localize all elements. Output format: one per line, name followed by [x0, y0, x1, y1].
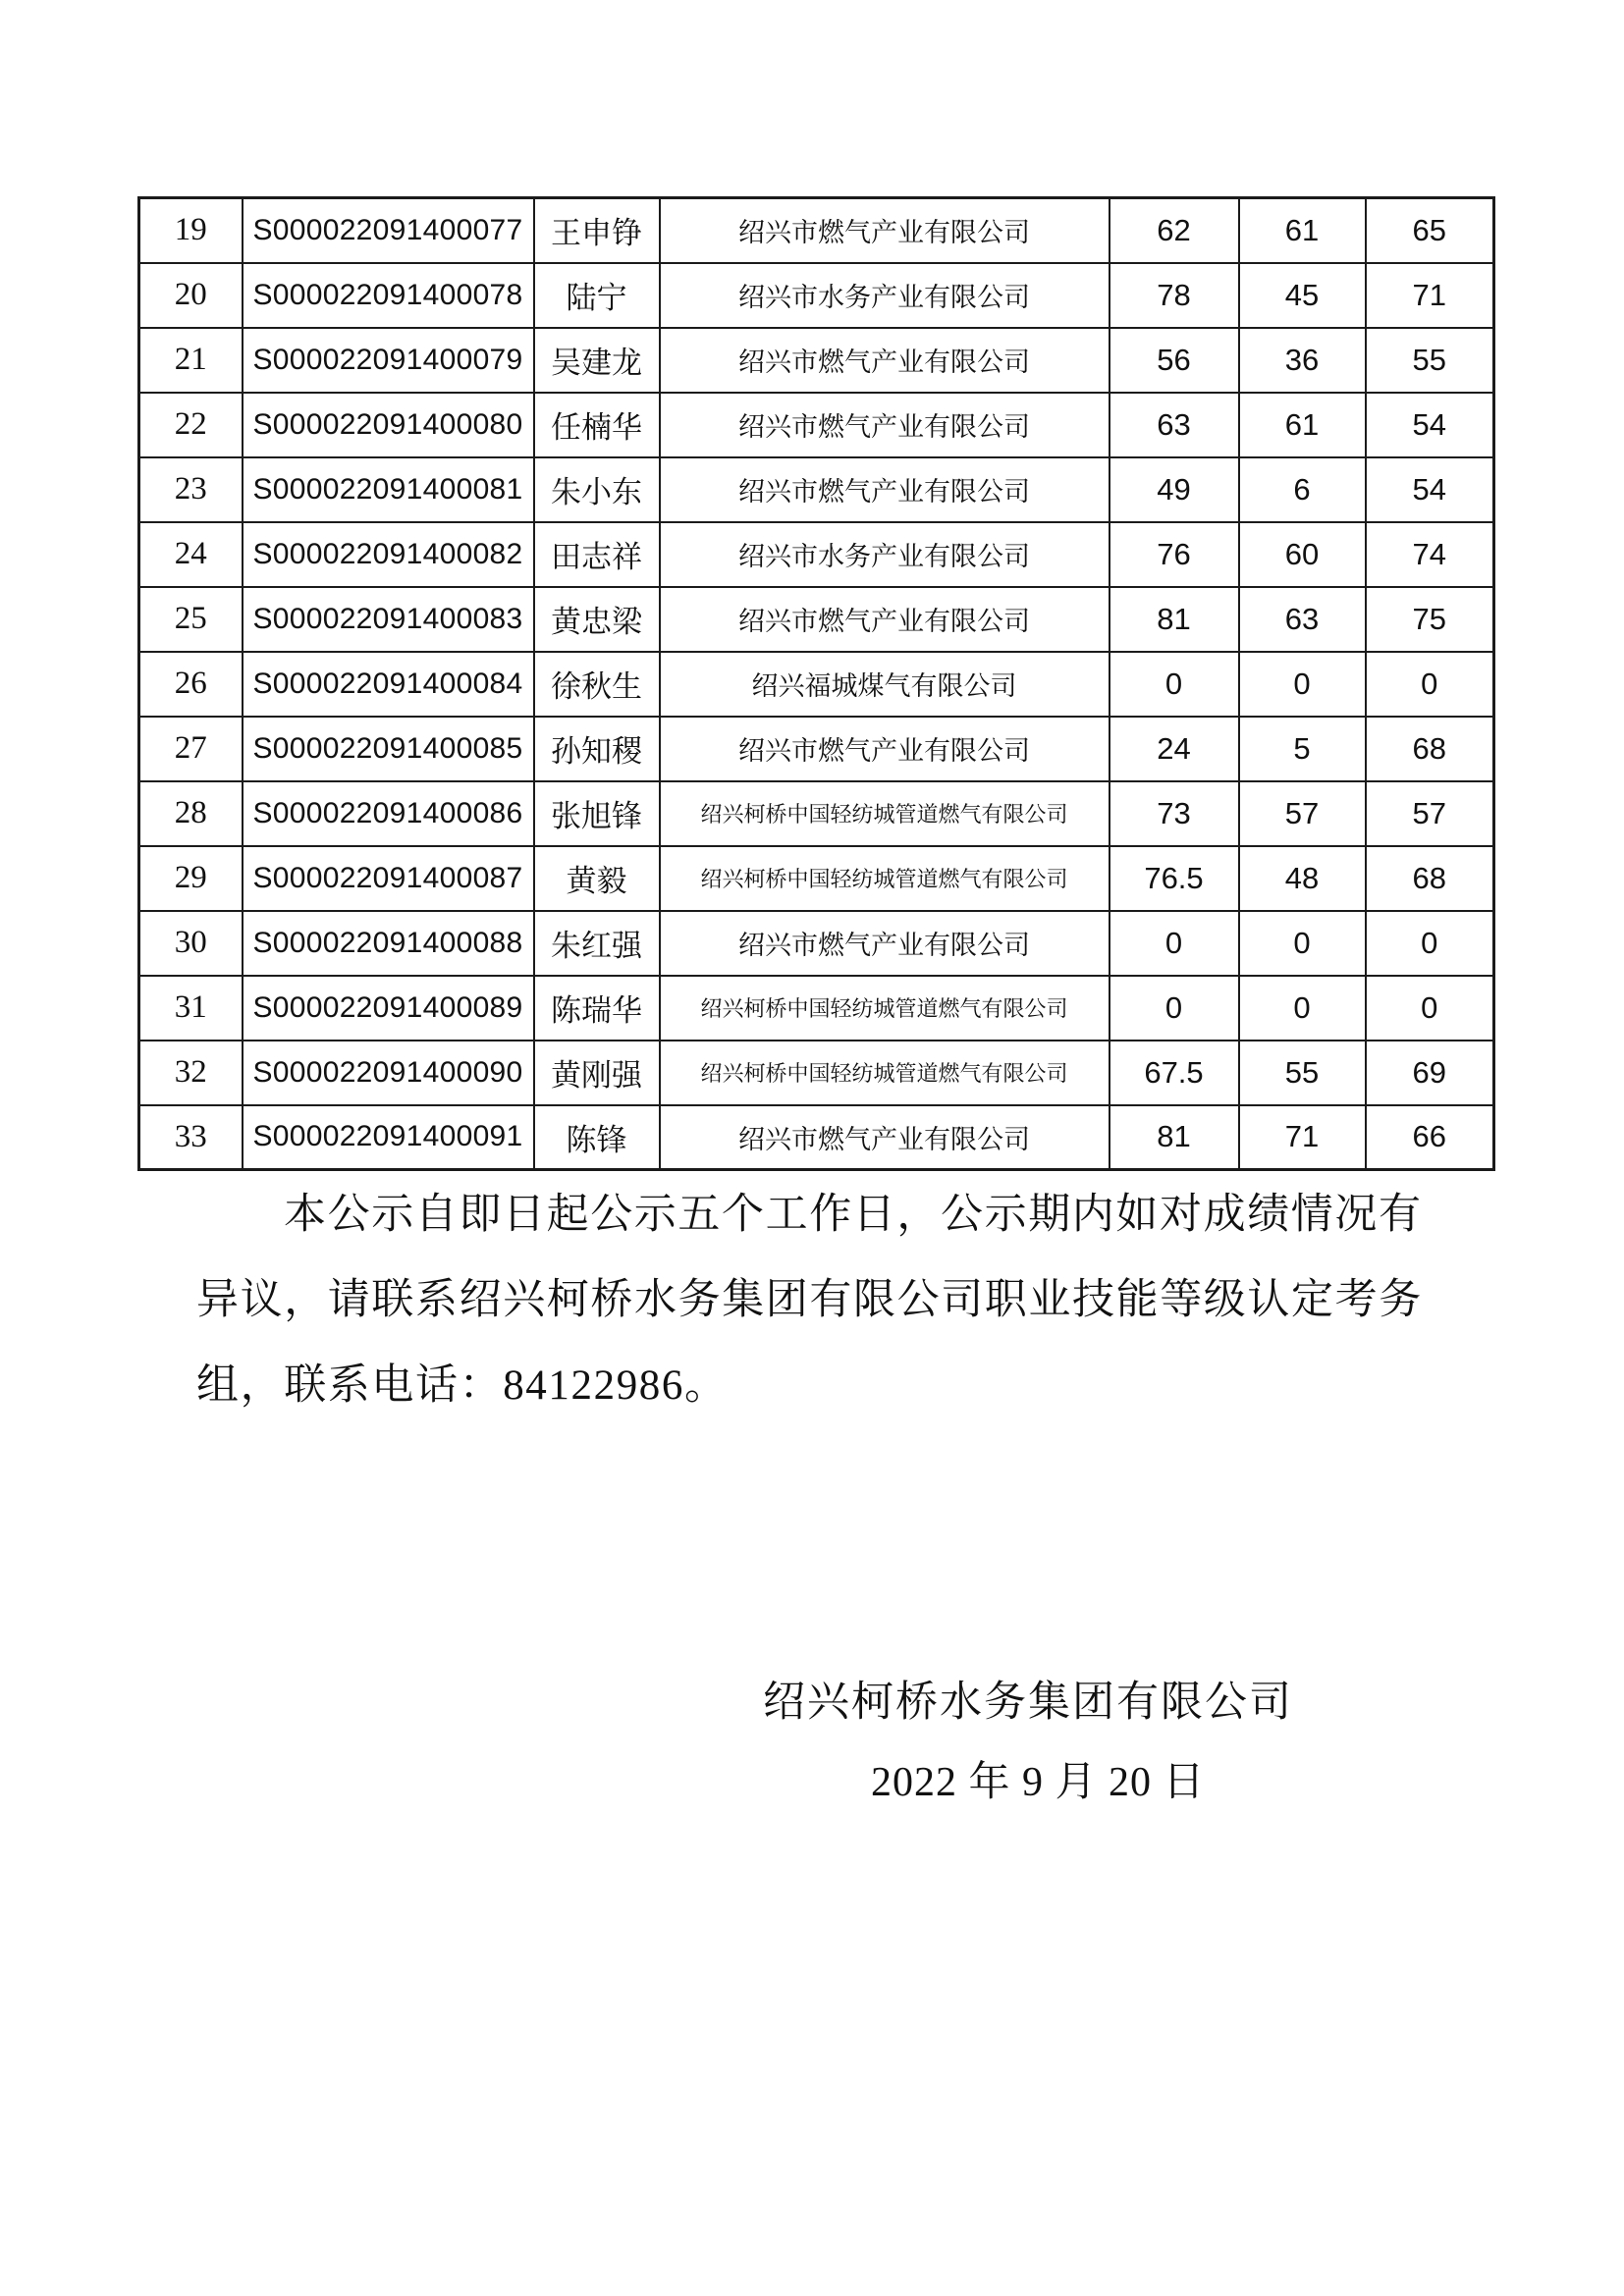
- exam-id-cell: S000022091400078: [243, 263, 534, 328]
- exam-id-cell: S000022091400082: [243, 522, 534, 587]
- candidate-name-cell: 孙知稷: [534, 717, 660, 781]
- score-cell-2: 61: [1239, 393, 1366, 457]
- exam-id-cell: S000022091400077: [243, 198, 534, 263]
- table-row: [139, 976, 1494, 1041]
- candidate-name-cell: 任楠华: [534, 393, 660, 457]
- candidate-name-cell: 陈瑞华: [534, 976, 660, 1041]
- score-cell-1: 49: [1110, 457, 1239, 522]
- score-table: [137, 196, 1495, 1171]
- row-number-cell: 20: [139, 263, 243, 328]
- score-cell-3: 0: [1366, 652, 1494, 717]
- score-cell-1: 62: [1110, 198, 1239, 263]
- company-cell: 绍兴市燃气产业有限公司: [660, 717, 1110, 781]
- score-cell-1: 78: [1110, 263, 1239, 328]
- score-cell-2: 63: [1239, 587, 1366, 652]
- score-cell-3: 54: [1366, 457, 1494, 522]
- score-cell-2: 0: [1239, 652, 1366, 717]
- row-number-cell: 25: [139, 587, 243, 652]
- company-cell: 绍兴市水务产业有限公司: [660, 263, 1110, 328]
- table-row: [139, 457, 1494, 522]
- row-number-cell: 30: [139, 911, 243, 976]
- score-cell-3: 75: [1366, 587, 1494, 652]
- company-cell: 绍兴市燃气产业有限公司: [660, 393, 1110, 457]
- score-cell-2: 45: [1239, 263, 1366, 328]
- candidate-name-cell: 黄忠梁: [534, 587, 660, 652]
- score-cell-1: 63: [1110, 393, 1239, 457]
- exam-id-cell: S000022091400089: [243, 976, 534, 1041]
- row-number-cell: 28: [139, 781, 243, 846]
- exam-id-cell: S000022091400083: [243, 587, 534, 652]
- candidate-name-cell: 田志祥: [534, 522, 660, 587]
- company-cell: 绍兴市燃气产业有限公司: [660, 1105, 1110, 1170]
- table-row: [139, 263, 1494, 328]
- signature-date: 2022 年 9 月 20 日: [871, 1760, 1206, 1805]
- notice-paragraph: [196, 1172, 1473, 1428]
- candidate-name-cell: 徐秋生: [534, 652, 660, 717]
- score-cell-3: 55: [1366, 328, 1494, 393]
- score-cell-1: 81: [1110, 587, 1239, 652]
- candidate-name-cell: 吴建龙: [534, 328, 660, 393]
- score-cell-1: 76: [1110, 522, 1239, 587]
- table-row: [139, 652, 1494, 717]
- score-cell-3: 66: [1366, 1105, 1494, 1170]
- exam-id-cell: S000022091400081: [243, 457, 534, 522]
- notice-line: 异议，请联系绍兴柯桥水务集团有限公司职业技能等级认定考务: [196, 1277, 1423, 1323]
- score-table-body: [139, 198, 1494, 1170]
- company-cell: 绍兴市燃气产业有限公司: [660, 911, 1110, 976]
- score-cell-3: 69: [1366, 1041, 1494, 1105]
- score-cell-2: 36: [1239, 328, 1366, 393]
- row-number-cell: 33: [139, 1105, 243, 1170]
- candidate-name-cell: 陈锋: [534, 1105, 660, 1170]
- score-cell-1: 81: [1110, 1105, 1239, 1170]
- table-row: [139, 717, 1494, 781]
- candidate-name-cell: 朱红强: [534, 911, 660, 976]
- table-row: [139, 1105, 1494, 1170]
- notice-line: 本公示自即日起公示五个工作日，公示期内如对成绩情况有: [284, 1192, 1423, 1238]
- candidate-name-cell: 朱小东: [534, 457, 660, 522]
- table-row: [139, 911, 1494, 976]
- company-cell: 绍兴福城煤气有限公司: [660, 652, 1110, 717]
- score-cell-2: 55: [1239, 1041, 1366, 1105]
- company-cell: 绍兴柯桥中国轻纺城管道燃气有限公司: [660, 846, 1110, 911]
- company-cell: 绍兴市燃气产业有限公司: [660, 457, 1110, 522]
- exam-id-cell: S000022091400079: [243, 328, 534, 393]
- table-row: [139, 393, 1494, 457]
- table-row: [139, 198, 1494, 263]
- exam-id-cell: S000022091400091: [243, 1105, 534, 1170]
- company-cell: 绍兴柯桥中国轻纺城管道燃气有限公司: [660, 976, 1110, 1041]
- table-row: [139, 522, 1494, 587]
- company-cell: 绍兴市水务产业有限公司: [660, 522, 1110, 587]
- score-cell-3: 54: [1366, 393, 1494, 457]
- score-cell-1: 0: [1110, 911, 1239, 976]
- score-cell-2: 61: [1239, 198, 1366, 263]
- score-cell-3: 68: [1366, 717, 1494, 781]
- candidate-name-cell: 陆宁: [534, 263, 660, 328]
- candidate-name-cell: 王申铮: [534, 198, 660, 263]
- table-row: [139, 781, 1494, 846]
- table-row: [139, 587, 1494, 652]
- score-cell-1: 24: [1110, 717, 1239, 781]
- exam-id-cell: S000022091400084: [243, 652, 534, 717]
- row-number-cell: 29: [139, 846, 243, 911]
- row-number-cell: 27: [139, 717, 243, 781]
- score-cell-1: 67.5: [1110, 1041, 1239, 1105]
- row-number-cell: 22: [139, 393, 243, 457]
- score-cell-3: 71: [1366, 263, 1494, 328]
- score-cell-1: 56: [1110, 328, 1239, 393]
- exam-id-cell: S000022091400090: [243, 1041, 534, 1105]
- score-cell-1: 73: [1110, 781, 1239, 846]
- score-cell-1: 0: [1110, 976, 1239, 1041]
- table-row: [139, 328, 1494, 393]
- notice-line: 组，联系电话：84122986。: [196, 1362, 729, 1409]
- table-row: [139, 846, 1494, 911]
- exam-id-cell: S000022091400087: [243, 846, 534, 911]
- score-cell-3: 0: [1366, 976, 1494, 1041]
- table-row: [139, 1041, 1494, 1105]
- exam-id-cell: S000022091400088: [243, 911, 534, 976]
- candidate-name-cell: 黄毅: [534, 846, 660, 911]
- score-cell-2: 71: [1239, 1105, 1366, 1170]
- row-number-cell: 19: [139, 198, 243, 263]
- row-number-cell: 23: [139, 457, 243, 522]
- company-cell: 绍兴市燃气产业有限公司: [660, 328, 1110, 393]
- row-number-cell: 24: [139, 522, 243, 587]
- exam-id-cell: S000022091400080: [243, 393, 534, 457]
- score-cell-2: 48: [1239, 846, 1366, 911]
- score-cell-2: 60: [1239, 522, 1366, 587]
- company-cell: 绍兴柯桥中国轻纺城管道燃气有限公司: [660, 781, 1110, 846]
- score-cell-1: 0: [1110, 652, 1239, 717]
- score-cell-3: 74: [1366, 522, 1494, 587]
- score-cell-1: 76.5: [1110, 846, 1239, 911]
- exam-id-cell: S000022091400086: [243, 781, 534, 846]
- score-cell-3: 68: [1366, 846, 1494, 911]
- company-cell: 绍兴柯桥中国轻纺城管道燃气有限公司: [660, 1041, 1110, 1105]
- score-cell-3: 0: [1366, 911, 1494, 976]
- company-cell: 绍兴市燃气产业有限公司: [660, 587, 1110, 652]
- score-cell-2: 57: [1239, 781, 1366, 846]
- row-number-cell: 21: [139, 328, 243, 393]
- score-cell-2: 0: [1239, 976, 1366, 1041]
- score-cell-2: 6: [1239, 457, 1366, 522]
- row-number-cell: 26: [139, 652, 243, 717]
- candidate-name-cell: 黄刚强: [534, 1041, 660, 1105]
- score-cell-2: 0: [1239, 911, 1366, 976]
- exam-id-cell: S000022091400085: [243, 717, 534, 781]
- candidate-name-cell: 张旭锋: [534, 781, 660, 846]
- score-cell-3: 65: [1366, 198, 1494, 263]
- score-cell-3: 57: [1366, 781, 1494, 846]
- company-cell: 绍兴市燃气产业有限公司: [660, 198, 1110, 263]
- score-cell-2: 5: [1239, 717, 1366, 781]
- row-number-cell: 31: [139, 976, 243, 1041]
- signature-company: 绍兴柯桥水务集团有限公司: [763, 1680, 1293, 1726]
- row-number-cell: 32: [139, 1041, 243, 1105]
